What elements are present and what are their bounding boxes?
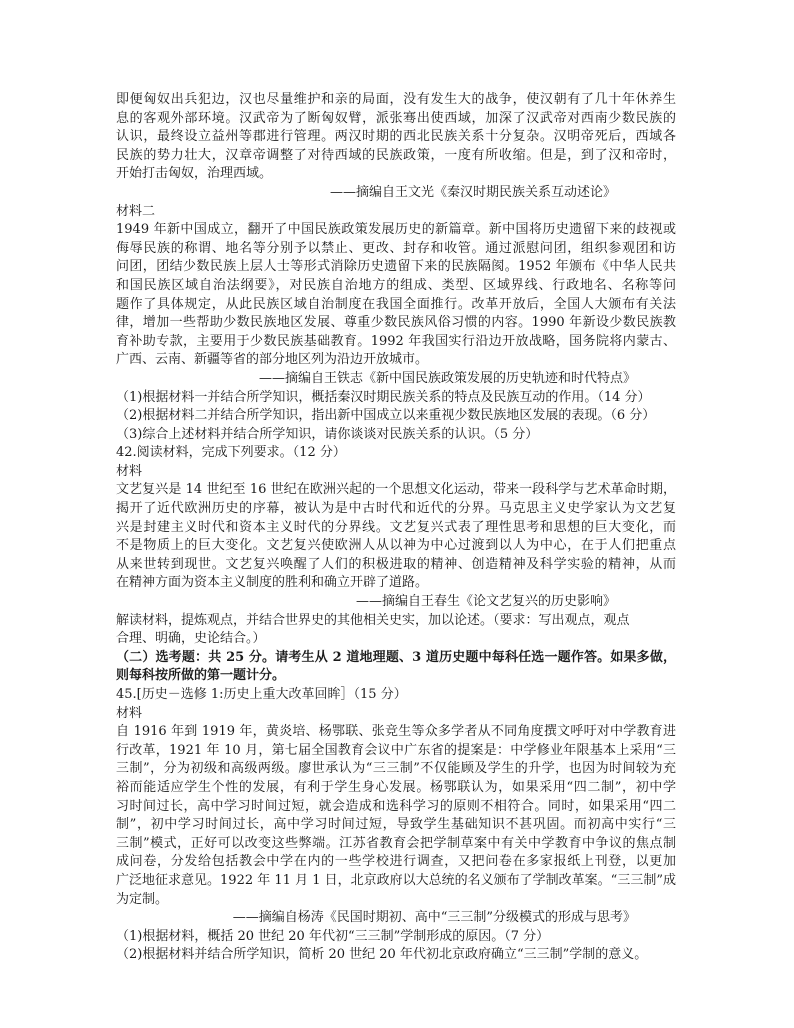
text-line: 律，增加一些帮助少数民族地区发展、尊重少数民族风俗习惯的内容。1990 年新设少数民族教 — [116, 315, 676, 331]
text-line: 材料二 — [116, 203, 156, 219]
text-line: （3)综合上述材料并结合所学知识，请你谈谈对民族关系的认识。（5 分） — [116, 426, 539, 442]
text-line: 息的客观外部环境。汉武帝为了断匈奴臂，派张骞出使西域，加深了汉武帝对西南少数民族的 — [116, 110, 676, 126]
text-line: 习时间过长，高中学习时间过短，就会造成和选科学习的原则不相符合。同时，如果采用“四二 — [116, 798, 676, 814]
text-line: ——摘编自杨涛《民国时期初、高中“三三制”分级模式的形成与思考》 — [232, 910, 636, 926]
text-line: （二）选考题：共 25 分。请考生从 2 道地理题、3 道历史题中每科任选一题作答。如果多做， — [116, 649, 676, 665]
text-line: 42.阅读材料，完成下列要求。（12 分） — [116, 445, 346, 461]
text-line: 为定制。 — [116, 891, 169, 907]
text-line: （2)根据材料二并结合所学知识，指出新中国成立以来重视少数民族地区发展的表现。（6 分） — [116, 408, 656, 424]
text-line: 从来世转到现世。文艺复兴唤醒了人们的积极进取的精神、创造精神及科学实验的精神，从而 — [116, 556, 676, 572]
text-line: 材料 — [116, 463, 143, 479]
text-line: （1)根据材料一并结合所学知识，概括秦汉时期民族关系的特点及民族互动的作用。（14 分） — [116, 389, 651, 405]
text-line: 自 1916 年到 1919 年，黄炎培、杨鄂联、张竞生等众多学者从不同角度撰文呼吁对中学教育进 — [116, 724, 676, 740]
text-line: 解读材料，提炼观点，并结合世界史的其他相关史实，加以论述。（要求：写出观点，观点 — [116, 612, 630, 628]
text-line: 合理、明确，史论结合。） — [116, 631, 266, 647]
text-line: （2)根据材料并结合所学知识，简析 20 世纪 20 年代初北京政府确立“三三制”学制的意义。 — [116, 947, 648, 963]
text-line: ——摘编自王春生《论文艺复兴的历史影响》 — [355, 594, 616, 610]
text-line: 三制”模式，正好可以改变这些弊端。江苏省教育会把学制草案中有关中学教育中争议的焦点制 — [116, 835, 676, 851]
text-line: 育补助专款，主要用于少数民族基础教育。1992 年我国实行沿边开放战略，国务院将内蒙古、 — [116, 333, 676, 349]
text-line: （1)根据材料，概括 20 世纪 20 年代初“三三制”学制形成的原因。（7 分） — [116, 928, 550, 944]
text-line: 行改革，1921 年 10 月，第七届全国教育会议中广东省的提案是：中学修业年限基本上采用“三 — [116, 742, 676, 758]
text-line: 文艺复兴是 14 世纪至 16 世纪在欧洲兴起的一个思想文化运动，带来一段科学与艺术革命时期， — [116, 482, 676, 498]
text-line: 裕而能适应学生个性的发展，有利于学生身心发展。杨鄂联认为，如果采用“四二制”，初中学 — [116, 779, 676, 795]
text-line: 广西、云南、新疆等省的部分地区列为沿边开放城市。 — [116, 352, 429, 368]
text-line: 则每科按所做的第一题计分。 — [116, 668, 286, 684]
document-page — [116, 91, 676, 965]
text-line: 三制”，分为初级和高级两级。廖世承认为“三三制”不仅能顾及学生的升学，也因为时间较为充 — [116, 761, 676, 777]
text-line: 开始打击匈奴，治理西域。 — [116, 166, 273, 182]
text-line: ——摘编自王铁志《新中国民族政策发展的历史轨迹和时代特点》 — [258, 370, 636, 386]
text-line: 认识，最终设立益州等郡进行管理。两汉时期的西北民族关系十分复杂。汉明帝死后，西域各 — [116, 129, 676, 145]
text-line: 即便匈奴出兵犯边，汉也尽量维护和亲的局面，没有发生大的战争，使汉朝有了几十年休养生 — [116, 92, 676, 107]
text-line: 不是物质上的巨大变化。文艺复兴使欧洲人从以神为中心过渡到以人为中心，在于人们把重点 — [116, 538, 676, 554]
text-line: 成问卷，分发给包括教会中学在内的一些学校进行调查，又把问卷在多家报纸上刊登，以更加 — [116, 854, 676, 870]
text-line: 揭开了近代欧洲历史的序幕，被认为是中古时代和近代的分界。马克思主义史学家认为文艺复 — [116, 501, 676, 517]
text-line: 兴是封建主义时代和资本主义时代的分界线。文艺复兴式表了理性思考和思想的巨大变化，而 — [116, 519, 676, 535]
text-line: 在精神方面为资本主义制度的胜利和确立开辟了道路。 — [116, 575, 429, 591]
text-line: 问团，团结少数民族上层人士等形式消除历史遗留下来的民族隔阂。1952 年颁布《中华人民共 — [116, 259, 676, 275]
text-line: 1949 年新中国成立，翻开了中国民族政策发展历史的新篇章。新中国将历史遗留下来的歧视或 — [116, 222, 676, 238]
text-line: 制”，初中学习时间过长，高中学习时间过短，导致学生基础知识不甚巩固。而初高中实行“三 — [116, 817, 676, 833]
text-line: 民族的势力壮大，汉章帝调整了对待西域的民族政策，一度有所收缩。但是，到了汉和帝时， — [116, 147, 676, 163]
text-line: 和国民族区域自治法纲要》，对民族自治地方的组成、类型、区域界线、行政地名、名称等问 — [116, 277, 676, 293]
text-line: 材料 — [116, 705, 143, 721]
text-line: ——摘编自王文光《秦汉时期民族关系互动述论》 — [329, 184, 616, 200]
text-line: 侮辱民族的称谓、地名等分别予以禁止、更改、封存和收管。通过派慰问团，组织参观团和访 — [116, 240, 676, 256]
text-line: 45.[历史－选修 1:历史上重大改革回眸］（15 分） — [116, 687, 407, 702]
text-line: 题作了具体规定，从此民族区域自治制度在我国全面推行。改革开放后，全国人大颁布有关法 — [116, 296, 676, 312]
text-line: 广泛地征求意见。1922 年 11 月 1 日，北京政府以大总统的名义颁布了学制改革案。“三三制”成 — [116, 872, 676, 888]
